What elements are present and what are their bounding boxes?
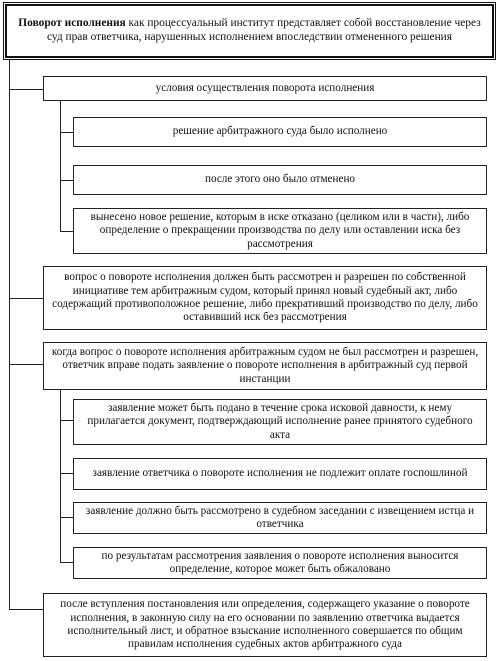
sub-branch-executed [60, 132, 73, 133]
conditions-sub-trunk [60, 97, 61, 231]
application-fee-box [73, 458, 487, 490]
application-ruling-text: по результатам рассмотрения заявления о повороте исполнения выносится определение, которое может быть обжаловано [101, 549, 459, 575]
own-initiative-box [43, 266, 487, 330]
condition-new-decision-box [73, 208, 487, 254]
sub-branch-new-decision [60, 231, 73, 232]
defendant-application-box [43, 342, 487, 390]
condition-cancelled-text: после этого оно было отменено [204, 173, 356, 186]
application-term-text: заявление может быть подано в течение срока исковой давности, к нему прилагается документ, подтверждающий исполнение ранее принятого судебного акта [87, 401, 473, 441]
final-text: после вступления постановления или определения, содержащего указание о повороте исполнения, в законную силу на его основании по заявлению ответчика выдается исполнительный лист, и обратное взыскание исполненного совершается по общим правилам исполнения судебных актов арбитражного суда [60, 598, 470, 651]
main-trunk-line [9, 60, 10, 610]
application-term-box [73, 399, 487, 445]
application-fee-text: заявление ответчика о повороте исполнения не подлежит оплате госпошлиной [92, 467, 468, 480]
sub-branch-fee [60, 473, 73, 474]
branch-line-conditions [9, 89, 43, 90]
defendant-application-text: когда вопрос о повороте исполнения арбитражным судом не был рассмотрен и разрешен, ответчик вправе подать заявление о повороте исполнения в арбитражный суд первой инстанции [51, 345, 479, 385]
title-box [5, 4, 494, 58]
own-initiative-text: вопрос о повороте исполнения должен быть рассмотрен и разрешен по собственной инициативе тем арбитражным судом, который принял новый судебный акт, либо содержащий противоположное решение, либо прекративший производство по делу, либо оставивший иск без рассмотрения [52, 271, 478, 324]
sub-branch-term [60, 420, 73, 421]
sub-branch-ruling [60, 562, 73, 563]
title-text [17, 17, 482, 44]
condition-new-decision-text: вынесено новое решение, которым в иске отказано (целиком или в части), либо определение о прекращении производства по делу или оставлении иска без рассмотрения [90, 210, 470, 250]
branch-line-final [9, 609, 43, 610]
title-term: Поворот исполнения [18, 17, 126, 30]
condition-executed-box [73, 117, 487, 147]
condition-cancelled-box [73, 165, 487, 195]
title-rest: как процессуальный институт представляет собой восстановление через суд прав ответчика, нарушенных исполнением впоследствии отмененного решения [46, 17, 481, 43]
application-hearing-box [73, 502, 487, 534]
condition-executed-text: решение арбитражного суда было исполнено [172, 125, 388, 138]
conditions-header-box [43, 76, 487, 101]
final-box [43, 593, 487, 657]
application-ruling-box [73, 547, 487, 579]
application-sub-trunk [60, 390, 61, 562]
branch-line-own-initiative [9, 298, 43, 299]
branch-line-defendant-application [9, 364, 43, 365]
application-hearing-text: заявление должно быть рассмотрено в судебном заседании с извещением истца и ответчика [85, 504, 475, 530]
sub-branch-hearing [60, 517, 73, 518]
conditions-header-text: условия осуществления поворота исполнения [155, 81, 375, 94]
sub-branch-cancelled [60, 180, 73, 181]
